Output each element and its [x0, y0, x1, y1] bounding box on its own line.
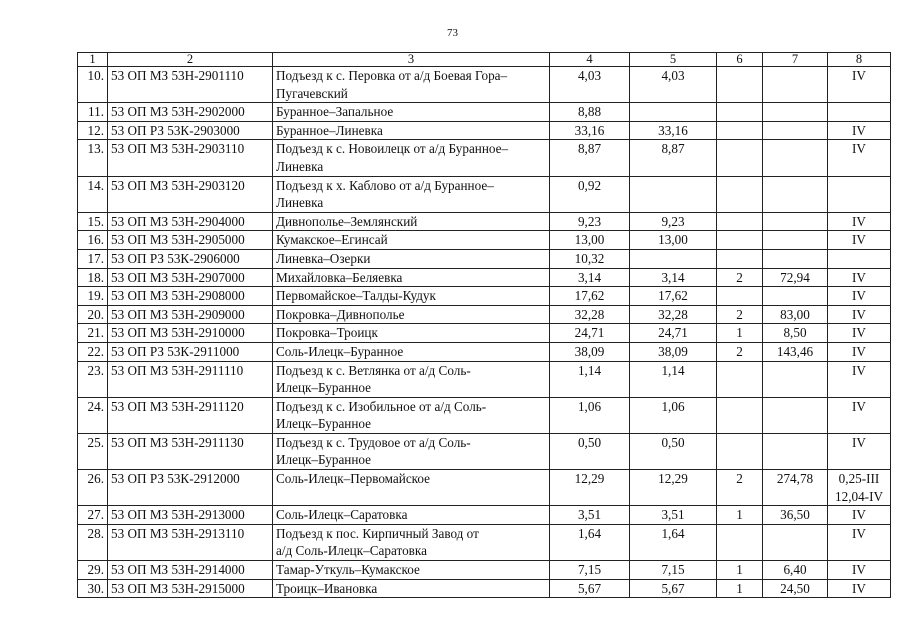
length-hard-surface-cell: 33,16 [630, 121, 717, 140]
bridge-count-cell [717, 212, 763, 231]
row-number-cell: 13. [78, 140, 108, 176]
table-row [78, 324, 891, 343]
length-hard-surface-cell: 7,15 [630, 561, 717, 580]
bridge-count-cell [717, 121, 763, 140]
bridge-length-cell [763, 212, 828, 231]
bridge-length-cell [763, 176, 828, 212]
bridge-count-cell [717, 433, 763, 469]
road-register-table [77, 52, 891, 598]
road-category-cell: IV [828, 287, 891, 306]
road-category-cell: IV [828, 305, 891, 324]
road-id-cell: 53 ОП МЗ 53Н-2902000 [108, 103, 273, 122]
table-row [78, 397, 891, 433]
road-category-cell [828, 176, 891, 212]
table-row [78, 524, 891, 560]
bridge-count-cell: 2 [717, 268, 763, 287]
length-total-cell: 38,09 [550, 342, 630, 361]
bridge-count-cell [717, 524, 763, 560]
length-hard-surface-cell: 3,14 [630, 268, 717, 287]
length-total-cell: 5,67 [550, 579, 630, 598]
length-hard-surface-cell: 38,09 [630, 342, 717, 361]
table-row [78, 561, 891, 580]
length-total-cell: 1,14 [550, 361, 630, 397]
bridge-count-cell: 1 [717, 579, 763, 598]
road-name-cell: Подъезд к х. Каблово от а/д Буранное– Линевка [273, 176, 550, 212]
table-row [78, 176, 891, 212]
row-number-cell: 30. [78, 579, 108, 598]
length-hard-surface-cell: 1,64 [630, 524, 717, 560]
length-total-cell: 17,62 [550, 287, 630, 306]
road-id-cell: 53 ОП МЗ 53Н-2908000 [108, 287, 273, 306]
table-row [78, 231, 891, 250]
road-id-cell: 53 ОП РЗ 53К-2903000 [108, 121, 273, 140]
road-id-cell: 53 ОП РЗ 53К-2911000 [108, 342, 273, 361]
bridge-length-cell [763, 231, 828, 250]
road-name-cell: Линевка–Озерки [273, 249, 550, 268]
road-id-cell: 53 ОП МЗ 53Н-2911130 [108, 433, 273, 469]
length-hard-surface-cell: 12,29 [630, 470, 717, 506]
table-row [78, 268, 891, 287]
length-total-cell: 3,14 [550, 268, 630, 287]
length-hard-surface-cell: 1,14 [630, 361, 717, 397]
bridge-length-cell [763, 287, 828, 306]
row-number-cell: 12. [78, 121, 108, 140]
road-category-cell: IV [828, 324, 891, 343]
length-total-cell: 0,50 [550, 433, 630, 469]
row-number-cell: 20. [78, 305, 108, 324]
road-name-cell: Соль-Илецк–Первомайское [273, 470, 550, 506]
road-name-cell: Первомайское–Талды-Кудук [273, 287, 550, 306]
column-header: 1 [78, 53, 108, 67]
table-row [78, 579, 891, 598]
column-header: 8 [828, 53, 891, 67]
road-name-cell: Михайловка–Беляевка [273, 268, 550, 287]
bridge-count-cell: 2 [717, 342, 763, 361]
length-hard-surface-cell: 4,03 [630, 67, 717, 103]
bridge-count-cell [717, 231, 763, 250]
bridge-count-cell [717, 361, 763, 397]
road-name-cell: Покровка–Дивнополье [273, 305, 550, 324]
road-category-cell: IV [828, 121, 891, 140]
road-category-cell: IV [828, 506, 891, 525]
road-id-cell: 53 ОП МЗ 53Н-2907000 [108, 268, 273, 287]
length-hard-surface-cell: 17,62 [630, 287, 717, 306]
length-total-cell: 3,51 [550, 506, 630, 525]
bridge-length-cell [763, 67, 828, 103]
row-number-cell: 28. [78, 524, 108, 560]
road-category-cell: IV [828, 397, 891, 433]
table-row [78, 212, 891, 231]
length-hard-surface-cell: 3,51 [630, 506, 717, 525]
table-row [78, 433, 891, 469]
road-name-cell: Подъезд к с. Ветлянка от а/д Соль- Илецк–Буранное [273, 361, 550, 397]
road-name-cell: Буранное–Запальное [273, 103, 550, 122]
table-row [78, 470, 891, 506]
road-name-cell: Подъезд к с. Новоилецк от а/д Буранное– Линевка [273, 140, 550, 176]
bridge-length-cell [763, 121, 828, 140]
length-total-cell: 1,64 [550, 524, 630, 560]
length-total-cell: 33,16 [550, 121, 630, 140]
road-category-cell: 0,25-III 12,04-IV [828, 470, 891, 506]
road-id-cell: 53 ОП МЗ 53Н-2913000 [108, 506, 273, 525]
length-total-cell: 8,87 [550, 140, 630, 176]
column-header: 2 [108, 53, 273, 67]
row-number-cell: 17. [78, 249, 108, 268]
column-header: 3 [273, 53, 550, 67]
length-total-cell: 7,15 [550, 561, 630, 580]
length-total-cell: 13,00 [550, 231, 630, 250]
column-header: 5 [630, 53, 717, 67]
length-hard-surface-cell: 1,06 [630, 397, 717, 433]
bridge-count-cell [717, 249, 763, 268]
length-hard-surface-cell: 5,67 [630, 579, 717, 598]
length-hard-surface-cell [630, 103, 717, 122]
row-number-cell: 21. [78, 324, 108, 343]
length-hard-surface-cell: 9,23 [630, 212, 717, 231]
row-number-cell: 22. [78, 342, 108, 361]
road-category-cell: IV [828, 268, 891, 287]
road-name-cell: Троицк–Ивановка [273, 579, 550, 598]
column-header: 6 [717, 53, 763, 67]
bridge-length-cell: 83,00 [763, 305, 828, 324]
bridge-count-cell [717, 397, 763, 433]
page-number: 73 [447, 27, 458, 39]
length-total-cell: 10,32 [550, 249, 630, 268]
table-row [78, 305, 891, 324]
bridge-length-cell [763, 103, 828, 122]
table-row [78, 361, 891, 397]
road-category-cell: IV [828, 342, 891, 361]
bridge-count-cell: 1 [717, 506, 763, 525]
bridge-length-cell [763, 361, 828, 397]
road-name-cell: Кумакское–Егинсай [273, 231, 550, 250]
road-category-cell: IV [828, 561, 891, 580]
road-name-cell: Подъезд к с. Изобильное от а/д Соль- Илецк–Буранное [273, 397, 550, 433]
road-name-cell: Дивнополье–Землянский [273, 212, 550, 231]
bridge-length-cell: 274,78 [763, 470, 828, 506]
bridge-count-cell [717, 176, 763, 212]
row-number-cell: 15. [78, 212, 108, 231]
bridge-length-cell [763, 140, 828, 176]
road-category-cell: IV [828, 579, 891, 598]
road-category-cell: IV [828, 140, 891, 176]
bridge-length-cell [763, 249, 828, 268]
row-number-cell: 23. [78, 361, 108, 397]
length-total-cell: 24,71 [550, 324, 630, 343]
bridge-count-cell: 1 [717, 561, 763, 580]
road-id-cell: 53 ОП МЗ 53Н-2901110 [108, 67, 273, 103]
length-hard-surface-cell [630, 176, 717, 212]
row-number-cell: 18. [78, 268, 108, 287]
bridge-count-cell [717, 67, 763, 103]
road-name-cell: Соль-Илецк–Саратовка [273, 506, 550, 525]
length-hard-surface-cell: 24,71 [630, 324, 717, 343]
table-row [78, 103, 891, 122]
road-id-cell: 53 ОП РЗ 53К-2912000 [108, 470, 273, 506]
length-hard-surface-cell [630, 249, 717, 268]
road-category-cell: IV [828, 433, 891, 469]
row-number-cell: 14. [78, 176, 108, 212]
road-id-cell: 53 ОП РЗ 53К-2906000 [108, 249, 273, 268]
road-name-cell: Подъезд к с. Трудовое от а/д Соль- Илецк–Буранное [273, 433, 550, 469]
table-row [78, 342, 891, 361]
bridge-count-cell [717, 103, 763, 122]
row-number-cell: 19. [78, 287, 108, 306]
bridge-count-cell: 1 [717, 324, 763, 343]
road-id-cell: 53 ОП МЗ 53Н-2903120 [108, 176, 273, 212]
row-number-cell: 29. [78, 561, 108, 580]
road-id-cell: 53 ОП МЗ 53Н-2911120 [108, 397, 273, 433]
road-name-cell: Подъезд к с. Перовка от а/д Боевая Гора– Пугачевский [273, 67, 550, 103]
bridge-length-cell: 36,50 [763, 506, 828, 525]
column-header: 4 [550, 53, 630, 67]
road-id-cell: 53 ОП МЗ 53Н-2904000 [108, 212, 273, 231]
road-name-cell: Буранное–Линевка [273, 121, 550, 140]
row-number-cell: 16. [78, 231, 108, 250]
bridge-length-cell: 6,40 [763, 561, 828, 580]
bridge-length-cell: 24,50 [763, 579, 828, 598]
table-row [78, 121, 891, 140]
bridge-length-cell [763, 433, 828, 469]
road-category-cell [828, 249, 891, 268]
bridge-length-cell: 72,94 [763, 268, 828, 287]
road-name-cell: Тамар-Уткуль–Кумакское [273, 561, 550, 580]
table-row [78, 140, 891, 176]
road-name-cell: Покровка–Троицк [273, 324, 550, 343]
column-header: 7 [763, 53, 828, 67]
row-number-cell: 25. [78, 433, 108, 469]
bridge-length-cell: 8,50 [763, 324, 828, 343]
road-id-cell: 53 ОП МЗ 53Н-2903110 [108, 140, 273, 176]
length-total-cell: 4,03 [550, 67, 630, 103]
length-total-cell: 0,92 [550, 176, 630, 212]
row-number-cell: 10. [78, 67, 108, 103]
road-category-cell: IV [828, 231, 891, 250]
bridge-length-cell: 143,46 [763, 342, 828, 361]
bridge-length-cell [763, 524, 828, 560]
road-category-cell: IV [828, 212, 891, 231]
table-row [78, 506, 891, 525]
length-total-cell: 8,88 [550, 103, 630, 122]
length-hard-surface-cell: 8,87 [630, 140, 717, 176]
row-number-cell: 11. [78, 103, 108, 122]
road-name-cell: Соль-Илецк–Буранное [273, 342, 550, 361]
length-total-cell: 12,29 [550, 470, 630, 506]
header-row [78, 53, 891, 67]
road-id-cell: 53 ОП МЗ 53Н-2909000 [108, 305, 273, 324]
length-hard-surface-cell: 0,50 [630, 433, 717, 469]
bridge-count-cell: 2 [717, 470, 763, 506]
bridge-count-cell [717, 287, 763, 306]
table-row [78, 67, 891, 103]
length-total-cell: 9,23 [550, 212, 630, 231]
table-row [78, 249, 891, 268]
road-id-cell: 53 ОП МЗ 53Н-2915000 [108, 579, 273, 598]
road-id-cell: 53 ОП МЗ 53Н-2910000 [108, 324, 273, 343]
bridge-count-cell [717, 140, 763, 176]
road-id-cell: 53 ОП МЗ 53Н-2905000 [108, 231, 273, 250]
length-total-cell: 32,28 [550, 305, 630, 324]
road-category-cell: IV [828, 67, 891, 103]
table-row [78, 287, 891, 306]
row-number-cell: 24. [78, 397, 108, 433]
road-id-cell: 53 ОП МЗ 53Н-2914000 [108, 561, 273, 580]
road-category-cell: IV [828, 361, 891, 397]
length-total-cell: 1,06 [550, 397, 630, 433]
bridge-length-cell [763, 397, 828, 433]
row-number-cell: 26. [78, 470, 108, 506]
road-category-cell: IV [828, 524, 891, 560]
table-body [78, 53, 891, 598]
length-hard-surface-cell: 32,28 [630, 305, 717, 324]
road-name-cell: Подъезд к пос. Кирпичный Завод от а/д Соль-Илецк–Саратовка [273, 524, 550, 560]
row-number-cell: 27. [78, 506, 108, 525]
bridge-count-cell: 2 [717, 305, 763, 324]
road-category-cell [828, 103, 891, 122]
length-hard-surface-cell: 13,00 [630, 231, 717, 250]
road-id-cell: 53 ОП МЗ 53Н-2913110 [108, 524, 273, 560]
road-id-cell: 53 ОП МЗ 53Н-2911110 [108, 361, 273, 397]
